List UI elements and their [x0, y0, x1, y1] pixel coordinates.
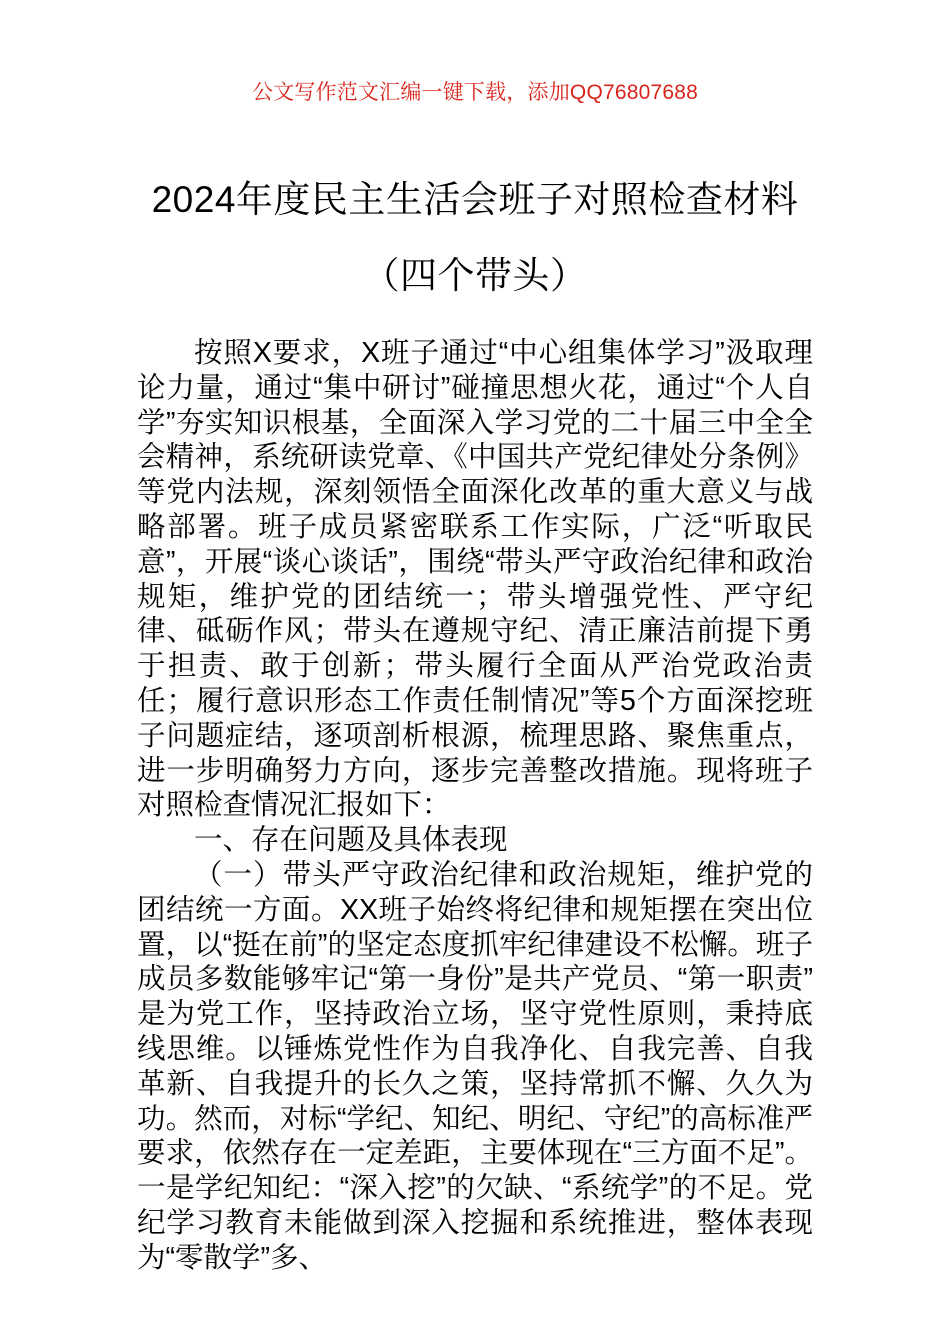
subsection-one-body: （一）带头严守政治纪律和政治规矩，维护党的团结统一方面。XX班子始终将纪律和规矩摆在突出位置，以“挺在前”的坚定态度抓牢纪律建设不松懈。班子成员多数能够牢记“第一身份”是共产党员、“第一职责”是为党工作，坚持政治立场，坚守党性原则，秉持底线思维。以锤炼党性作为自我净化、自我完善、自我革新、自我提升的长久之策，坚持常抓不懈、久久为功。然而，对标“学纪、知纪、明纪、守纪”的高标准严要求，依然存在一定差距，主要体现在“三方面不足”。一是学纪知纪：“深入挖”的欠缺、“系统学”的不足。党纪学习教育未能做到深入挖掘和系统推进，整体表现为“零散学”多、 — [137, 858, 813, 1274]
section-heading-one: 一、存在问题及具体表现 — [194, 824, 508, 857]
document-title-main: 2024年度民主生活会班子对照检查材料 — [151, 179, 799, 220]
promo-watermark-header: 公文写作范文汇编一键下载，添加QQ76807688 — [251, 81, 699, 104]
document-body — [137, 336, 813, 1276]
document-title-block — [70, 172, 880, 304]
paragraph-intro: 按照X要求，X班子通过“中心组集体学习”汲取理论力量，通过“集中研讨”碰撞思想火花，通过“个人自学”夯实知识根基，全面深入学习党的二十届三中全全会精神，系统研读党章、《中国共产党纪律处分条例》等党内法规，深刻领悟全面深化改革的重大意义与战略部署。班子成员紧密联系工作实际，广泛“听取民意”，开展“谈心谈话”，围绕“带头严守政治纪律和政治规矩，维护党的团结统一；带头增强党性、严守纪律、砥砺作风；带头在遵规守纪、清正廉洁前提下勇于担责、敢于创新；带头履行全面从严治党政治责任；履行意识形态工作责任制情况”等5个方面深挖班子问题症结，逐项剖析根源，梳理思路、聚焦重点，进一步明确努力方向，逐步完善整改措施。现将班子对照检查情况汇报如下： — [137, 337, 813, 822]
document-title-subtitle: （四个带头） — [362, 255, 588, 296]
